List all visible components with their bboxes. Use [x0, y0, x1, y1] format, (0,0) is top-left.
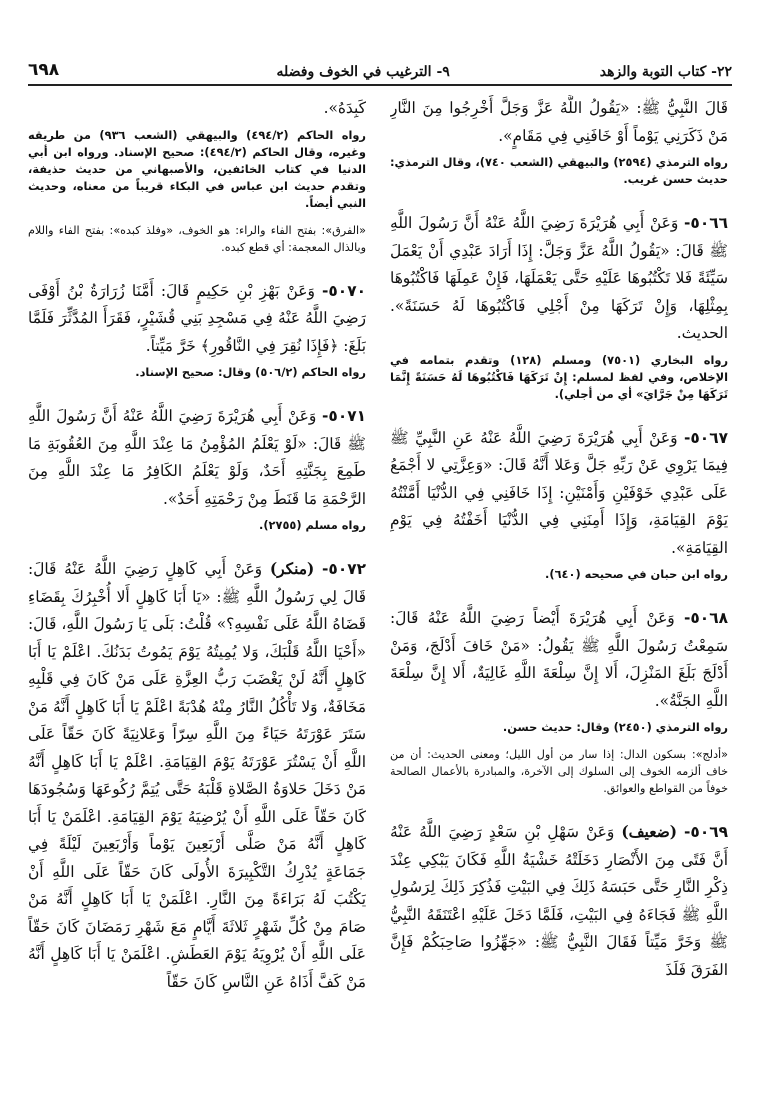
- hadith-5067-reference: رواه ابن حبان في صحيحه (٦٤٠).: [545, 567, 728, 581]
- hadith-5065-tail: قَالَ النَّبِيُّ ﷺ: «يَقُولُ اللَّهُ عَزَّ وَجَلَّ أَخْرِجُوا مِنَ النَّارِ مَنْ ذَكَرَنِي يَوْماً أَوْ خَافَنِي فِي مَقَامٍ».: [390, 99, 728, 145]
- page-number: ٦٩٨: [28, 60, 60, 80]
- hadith-5068: [390, 605, 728, 715]
- hadith-number: ٥٠٧١-: [322, 407, 366, 425]
- hadith-5069: [390, 819, 728, 984]
- hadith-5068-note: «أدلج»: بسكون الدال: إذا سار من أول الليل؛ ومعنى الحديث: أن من خاف ألزمه الخوف إلى السلوك إلى الآخرة، والمبادرة بالأعمال الصالحة خوفاً من القواطع والعوائق.: [390, 748, 728, 795]
- hadith-text: وَعَنْ سَهْلِ بْنِ سَعْدٍ رَضِيَ اللَّهُ عَنْهُ أَنَّ فَتًى مِنَ الأَنْصَارِ دَخَلَتْهُ خَشْيَةُ اللَّهِ فَكَانَ يَبْكِي عِنْدَ ذِكْرِ النَّارِ حَتَّى حَبَسَهُ ذَلِكَ فِي البَيْتِ فَذُكِرَ ذَلِكَ لِرَسُولِ اللَّهِ ﷺ فَجَاءَهُ فِي البَيْتِ، فَلَمَّا دَخَلَ عَلَيْهِ اعْتَنَقَهُ النَّبِيُّ ﷺ وَخَرَّ مَيِّتاً فَقَالَ النَّبِيُّ ﷺ: «جَهِّزُوا صَاحِبَكُمْ فَإِنَّ الفَرَقَ فَلَذَ: [390, 823, 728, 979]
- hadith-text: وَعَنْ أَبِي هُرَيْرَةَ رَضِيَ اللَّهُ عَنْهُ عَنِ النَّبِيِّ ﷺ فِيمَا يَرْوِي عَنْ رَبِّهِ جَلَّ وَعَلا أَنَّهُ قَالَ: «وَعِزَّتِي لا أَجْمَعُ عَلَى عَبْدِي خَوْفَيْنِ وَأَمْنَيْنِ: إِذَا خَافَنِي فِي الدُّنْيَا أَمَّنْتُهُ يَوْمَ القِيَامَةِ، وَإِذَا أَمِنَنِي فِي الدُّنْيَا أَخَفْتُهُ فِي يَوْمِ القِيَامَةِ».: [390, 428, 728, 557]
- book-title: ٢٢- كتاب التوبة والزهد: [599, 64, 732, 80]
- hadith-5069-reference: رواه الحاكم (٤٩٤/٢) والبيهقي (الشعب ٩٣٦) من طريقه وغيره، وقال الحاكم (٤٩٤/٢): صحيح الإسناد. ورواه ابن أبي الدنيا في كتاب الخائفين، والأصبهاني من حديث حذيفة، وتقدم حديث ابن عباس في البكاء قريباً من معناه، وحديث النبي أيضاً.: [28, 127, 366, 210]
- hadith-number: ٥٠٧٢-: [322, 560, 366, 578]
- hadith-5067: [390, 425, 728, 563]
- hadith-5070: [28, 278, 366, 361]
- hadith-text: وَعَنْ بَهْزِ بْنِ حَكِيمٍ قَالَ: أَمَّنَا زُرَارَةُ بْنُ أَوْفَى رَضِيَ اللَّهُ عَنْهُ فِي مَسْجِدِ بَنِي قُشَيْرٍ، فَقَرَأَ المُدَّثِّرَ فَلَمَّا بَلَغَ: ﴿فَإِذَا نُقِرَ فِي النَّاقُورِ﴾ خَرَّ مَيِّتاً.: [28, 281, 366, 355]
- left-column: [28, 95, 366, 1088]
- hadith-number: ٥٠٦٨-: [684, 609, 728, 627]
- hadith-5070-reference: رواه الحاكم (٥٠٦/٢) وقال: صحيح الإسناد.: [135, 365, 366, 379]
- hadith-5069-tail: كَبِدَهُ».: [323, 99, 366, 117]
- hadith-5071-reference: رواه مسلم (٢٧٥٥).: [259, 518, 366, 532]
- hadith-number: ٥٠٦٧-: [684, 428, 728, 447]
- hadith-5072: [28, 556, 366, 996]
- hadith-number: ٥٠٧٠-: [322, 281, 366, 300]
- hadith-5066: [390, 210, 728, 348]
- hadith-number: ٥٠٦٦-: [684, 214, 728, 232]
- hadith-text: وَعَنْ أَبِي هُرَيْرَةَ أَيْضاً رَضِيَ اللَّهُ عَنْهُ قَالَ: سَمِعْتُ رَسُولَ اللَّهِ ﷺ يَقُولُ: «مَنْ خَافَ أَدْلَجَ، وَمَنْ أَدْلَجَ بَلَغَ المَنْزِلَ، أَلا إِنَّ سِلْعَةَ اللَّهِ غَالِيَةٌ، أَلا إِنَّ سِلْعَةَ اللَّهِ الجَنَّةُ».: [390, 609, 728, 710]
- hadith-5066-reference: رواه البخاري (٧٥٠١) ومسلم (١٢٨) وتقدم بتمامه في الإخلاص، وفي لفظ لمسلم: إِنْ تَرَكَهَا فَاكْتُبُوهَا لَهُ حَسَنَةً إِنَّمَا تَرَكَهَا مِنْ جَرَّايَ» أي من أجلي).: [390, 352, 728, 401]
- page-header: [28, 50, 732, 86]
- hadith-5069-note: «الفرق»: بفتح الفاء والراء: هو الخوف، «وفلذ كبده»: بفتح الفاء واللام وبالذال المعجمة: أي قطع كبده.: [28, 223, 366, 254]
- hadith-5065-reference: رواه الترمذي (٢٥٩٤) والبيهقي (الشعب ٧٤٠)، وقال الترمذي: حديث حسن غريب.: [390, 155, 728, 186]
- right-column: [390, 95, 728, 1088]
- hadith-text: وَعَنْ أَبِي هُرَيْرَةَ رَضِيَ اللَّهُ عَنْهُ أَنَّ رَسُولَ اللَّهِ ﷺ قَالَ: «يَقُولُ اللَّهُ عَزَّ وَجَلَّ: إِذَا أَرَادَ عَبْدِي أَنْ يَعْمَلَ سَيِّئَةً فَلا تَكْتُبُوهَا عَلَيْهِ حَتَّى يَعْمَلَهَا، فَإِنْ عَمِلَهَا فَاكْتُبُوهَا بِمِثْلِهَا، وَإِنْ تَرَكَهَا مِنْ أَجْلِي فَاكْتُبُوهَا لَهُ حَسَنَةً». الحديث.: [390, 214, 728, 342]
- hadith-grade: (منكر): [269, 560, 315, 578]
- hadith-number: ٥٠٦٩-: [684, 823, 728, 841]
- hadith-grade: (ضعيف): [621, 823, 677, 841]
- chapter-title: ٩- الترغيب في الخوف وفضله: [276, 64, 450, 80]
- hadith-text: وَعَنْ أَبِي هُرَيْرَةَ رَضِيَ اللَّهُ عَنْهُ أَنَّ رَسُولَ اللَّهِ ﷺ قَالَ: «لَوْ يَعْلَمُ المُؤْمِنُ مَا عِنْدَ اللَّهِ مِنَ العُقُوبَةِ مَا طَمِعَ بِجَنَّتِهِ أَحَدٌ، وَلَوْ يَعْلَمُ الكَافِرُ مَا عِنْدَ اللَّهِ مِنَ الرَّحْمَةِ مَا قَنَطَ مِنْ رَحْمَتِهِ أَحَدٌ».: [28, 407, 366, 508]
- hadith-5068-reference: رواه الترمذي (٢٤٥٠) وقال: حديث حسن.: [502, 720, 728, 734]
- hadith-text: وَعَنْ أَبِي كَاهِلٍ رَضِيَ اللَّهُ عَنْهُ قَالَ: قَالَ لِي رَسُولُ اللَّهِ ﷺ: «يَا أَبَا كَاهِلٍ أَلا أُخْبِرُكَ بِقَضَاءِ قَضَاهُ اللَّهُ عَلَى نَفْسِهِ؟» قُلْتُ: بَلَى يَا رَسُولَ اللَّهِ، قَالَ: «أَحْيَا اللَّهُ قَلْبَكَ، وَلا يُمِيتُهُ يَوْمَ يَمُوتُ بَدَنُكَ. اعْلَمْ يَا أَبَا كَاهِلٍ أَنَّهُ لَنْ يَغْضَبَ رَبُّ العِزَّةِ عَلَى مَنْ كَانَ فِي قَلْبِهِ مَخَافَةٌ، وَلا تَأْكُلُ النَّارُ مِنْهُ هُدْبَةً اعْلَمْ يَا أَبَا كَاهِلٍ أَنَّهُ مَنْ سَتَرَ عَوْرَتَهُ حَيَاءً مِنَ اللَّهِ سِرّاً وَعَلانِيَةً كَانَ حَقّاً عَلَى اللَّهِ أَنْ يَسْتُرَ عَوْرَتَهُ يَوْمَ القِيَامَةِ. اعْلَمْ يَا أَبَا كَاهِلٍ أَنَّهُ مَنْ دَخَلَ حَلاوَةُ الصَّلاةِ قَلْبَهُ حَتَّى يُتِمَّ رُكُوعَهَا وَسُجُودَهَا كَانَ حَقّاً عَلَى اللَّهِ أَنْ يُرْضِيَهُ يَوْمَ القِيَامَةِ. اعْلَمَنْ يَا أَبَا كَاهِلٍ أَنَّهُ مَنْ صَلَّى أَرْبَعِينَ يَوْماً وَأَرْبَعِينَ لَيْلَةً فِي جَمَاعَةٍ يُدْرِكُ التَّكْبِيرَةَ الأُولَى كَانَ حَقّاً عَلَى اللَّهِ أَنْ يَكْتُبَ لَهُ بَرَاءَةً مِنَ النَّارِ. اعْلَمَنْ يَا أَبَا كَاهِلٍ أَنَّهُ مَنْ صَامَ مِنْ كُلِّ شَهْرٍ ثَلاثَةَ أَيَّامٍ مَعَ شَهْرِ رَمَضَانَ كَانَ حَقّاً عَلَى اللَّهِ أَنْ يُرْوِيَهُ يَوْمَ العَطَشِ. اعْلَمَنْ يَا أَبَا كَاهِلٍ أَنَّهُ مَنْ كَفَّ أَذَاهُ عَنِ النَّاسِ كَانَ حَقّاً: [28, 560, 366, 991]
- hadith-5071: [28, 403, 366, 513]
